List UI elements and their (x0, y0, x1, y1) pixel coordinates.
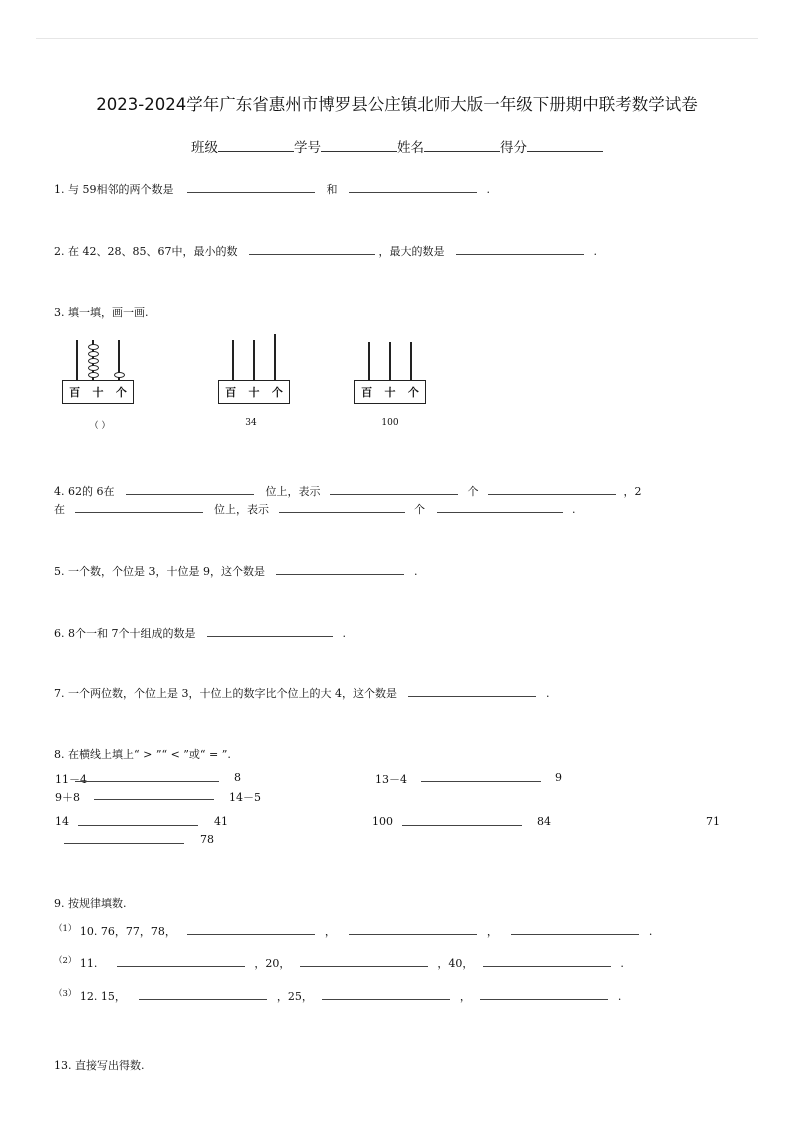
score-label: 得分 (500, 140, 527, 156)
abacus-2-caption: 34 (245, 418, 257, 428)
q8-expr-b1: 8 (234, 771, 241, 784)
answer-blank[interactable] (421, 771, 541, 782)
question-6-end: . (342, 627, 346, 640)
answer-blank[interactable] (402, 815, 522, 826)
bead (114, 372, 125, 378)
part-1-text: 10. 76，77，78， (79, 925, 176, 938)
answer-blank[interactable] (349, 182, 477, 193)
answer-blank[interactable] (207, 626, 333, 637)
question-9-part-3 (54, 988, 621, 1004)
question-4-text: 4. 62的 6在 (54, 485, 115, 498)
part-number: （2） (54, 956, 77, 966)
answer-blank[interactable] (117, 956, 245, 967)
abacus-rod (253, 340, 255, 380)
abacus-rod (410, 342, 412, 380)
answer-blank[interactable] (483, 956, 611, 967)
part-3-text: 12. 15， (79, 990, 126, 1003)
tens-label: 十 (384, 386, 396, 399)
question-5 (54, 563, 417, 579)
question-7-text: 7. 一个两位数，个位上是 3，十位上的数字比个位上的大 4，这个数是 (54, 687, 397, 700)
question-1-end: . (486, 183, 490, 196)
part-1-end: . (648, 925, 653, 938)
score-blank[interactable] (527, 139, 603, 152)
id-label: 学号 (294, 140, 321, 156)
part-number: （1） (54, 924, 77, 934)
question-2-mid: ，最大的数是 (378, 245, 445, 258)
question-4-end: . (572, 503, 576, 516)
question-4-pos2: 位上，表示 (214, 503, 269, 516)
q8-expr-b2: 9 (555, 771, 562, 784)
bead (88, 344, 99, 350)
answer-blank[interactable] (276, 564, 404, 575)
question-4-unit2: 个 (414, 503, 425, 516)
q8-expr-b5: 84 (537, 815, 551, 828)
bead (88, 372, 99, 378)
abacus-rod (368, 342, 370, 380)
part-2-mid-a: ，20， (254, 957, 291, 970)
part-2-mid-b: ，40， (437, 957, 474, 970)
abacus-1-caption: （ ） (89, 421, 111, 431)
answer-blank[interactable] (300, 956, 428, 967)
answer-blank[interactable] (456, 244, 584, 255)
question-5-end: . (413, 565, 418, 578)
question-4-line-2 (54, 501, 576, 517)
part-number: （3） (54, 989, 77, 999)
q8-expr-b6: 78 (200, 833, 214, 846)
answer-blank[interactable] (322, 989, 450, 1000)
tens-label: 十 (92, 386, 104, 399)
abacus-base (62, 380, 134, 404)
part-2-text: 11. (79, 957, 98, 970)
q8-expr-a2: 13－4 (375, 773, 407, 786)
abacus-1 (62, 338, 134, 408)
answer-blank[interactable] (94, 789, 214, 800)
answer-blank[interactable] (437, 502, 563, 513)
hundreds-label: 百 (361, 386, 373, 399)
question-2-end: . (593, 245, 597, 258)
answer-blank[interactable] (126, 484, 254, 495)
question-2 (54, 243, 597, 259)
abacus-rod (232, 340, 234, 380)
part-3-mid-b: ， (459, 990, 471, 1003)
class-label: 班级 (191, 140, 218, 156)
question-5-text: 5. 一个数，个位是 3，十位是 9，这个数是 (54, 565, 265, 578)
page-title: 2023-2024学年广东省惠州市博罗县公庄镇北师大版一年级下册期中联考数学试卷 (96, 95, 698, 114)
tens-label: 十 (248, 386, 260, 399)
question-4-comma: ，2 (623, 485, 642, 498)
question-6-text: 6. 8个一和 7个十组成的数是 (54, 627, 196, 640)
abacus-3-caption: 100 (381, 418, 399, 428)
question-1-text: 1. 与 59相邻的两个数是 (54, 183, 174, 196)
question-4-at: 在 (54, 503, 65, 516)
hundreds-label: 百 (69, 386, 81, 399)
answer-blank[interactable] (480, 989, 608, 1000)
q8-expr-a1: 11－4 (55, 773, 87, 786)
bead (88, 358, 99, 364)
separator: ， (324, 925, 336, 938)
answer-blank[interactable] (139, 989, 267, 1000)
part-3-end: . (617, 990, 622, 1003)
part-3-mid-a: ，25， (276, 990, 313, 1003)
question-9-text: 9. 按规律填数. (54, 897, 127, 910)
part-2-end: . (620, 957, 624, 970)
answer-blank[interactable] (408, 686, 536, 697)
question-3-text: 3. 填一填，画一画. (54, 306, 149, 319)
class-blank[interactable] (218, 139, 294, 152)
q8-expr-a5: 100 (372, 815, 393, 828)
question-7-end: . (545, 687, 550, 700)
answer-blank[interactable] (249, 244, 375, 255)
question-9-part-2 (54, 955, 624, 971)
abacus-base (218, 380, 290, 404)
answer-blank[interactable] (187, 924, 315, 935)
question-7 (54, 685, 549, 701)
answer-blank[interactable] (488, 484, 616, 495)
abacus-base (354, 380, 426, 404)
separator: ， (486, 925, 498, 938)
question-4-pos: 位上，表示 (265, 485, 321, 498)
question-2-text: 2. 在 42、28、85、67中，最小的数 (54, 245, 238, 258)
question-4-unit: 个 (467, 485, 479, 498)
question-4-line-1 (54, 483, 641, 499)
q8-expr-a4: 14 (55, 815, 69, 828)
answer-blank[interactable] (349, 924, 477, 935)
q8-expr-b3: 14－5 (229, 791, 261, 804)
answer-blank[interactable] (279, 502, 405, 513)
answer-blank[interactable] (75, 771, 219, 782)
ones-label: 个 (407, 386, 419, 399)
answer-blank[interactable] (78, 815, 198, 826)
question-1-and: 和 (326, 183, 338, 196)
name-blank[interactable] (424, 139, 500, 152)
student-info-row (0, 136, 794, 156)
question-9-part-1 (54, 923, 652, 939)
question-6 (54, 625, 346, 641)
ones-label: 个 (115, 386, 127, 399)
hundreds-label: 百 (225, 386, 237, 399)
question-13-text: 13. 直接写出得数. (54, 1059, 145, 1072)
bead (88, 365, 99, 371)
q8-expr-a6: 71 (706, 815, 720, 828)
header-rule (36, 38, 758, 39)
abacus-rod (389, 342, 391, 380)
bead (88, 351, 99, 357)
abacus-2 (218, 334, 290, 408)
name-label: 姓名 (397, 140, 424, 156)
abacus-rod (76, 340, 78, 380)
q8-expr-b4: 41 (214, 815, 228, 828)
question-1 (54, 181, 490, 197)
abacus-rod (274, 334, 276, 380)
answer-blank[interactable] (187, 182, 315, 193)
ones-label: 个 (271, 386, 283, 399)
answer-blank[interactable] (75, 502, 203, 513)
question-8-text: 8. 在横线上填上“ > ”“ < ”或“ = ”. (54, 748, 231, 761)
answer-blank[interactable] (64, 833, 184, 844)
answer-blank[interactable] (330, 484, 458, 495)
abacus-3 (354, 338, 426, 408)
id-blank[interactable] (321, 139, 397, 152)
q8-expr-a3: 9＋8 (55, 791, 80, 804)
answer-blank[interactable] (511, 924, 639, 935)
